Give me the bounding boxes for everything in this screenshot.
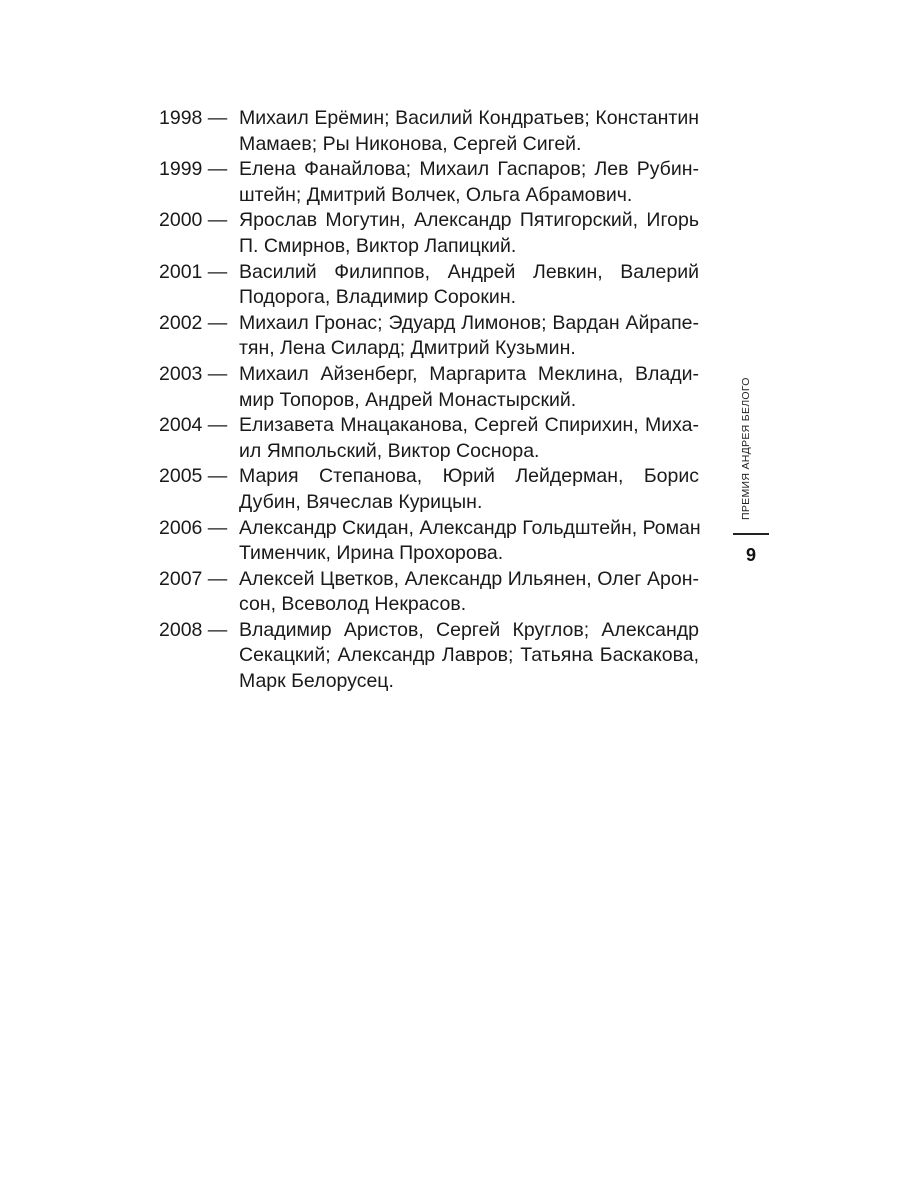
entry-line: Елизавета Мнацаканова, Сергей Спирихин, Миха- — [239, 414, 699, 437]
entry-line: Михаил Айзенберг, Маргарита Меклина, Влади- — [239, 362, 699, 385]
entry-line: Алексей Цветков, Александр Ильянен, Олег Арон- — [239, 567, 699, 590]
entry-text — [239, 464, 699, 515]
entry-line: Елена Фанайлова; Михаил Гаспаров; Лев Рубин- — [239, 158, 699, 181]
entry-line: Михаил Гронас; Эдуард Лимонов; Вардан Айрапе- — [239, 311, 699, 334]
entry-text — [239, 260, 699, 311]
entry-line: Подорога, Владимир Сорокин. — [239, 286, 516, 309]
entry-line: тян, Лена Силард; Дмитрий Кузьмин. — [239, 337, 576, 360]
entry-line: Владимир Аристов, Сергей Круглов; Александр — [239, 618, 699, 641]
year-label: 2008 — — [159, 618, 228, 641]
entry-text — [239, 413, 699, 464]
entry-line: сон, Всеволод Некрасов. — [239, 593, 467, 616]
entry-text — [239, 106, 699, 157]
laureates-list — [159, 106, 699, 695]
entry-text — [239, 516, 701, 567]
year-label: 2007 — — [159, 567, 228, 590]
year-label: 2000 — — [159, 209, 228, 232]
entry-line: Мария Степанова, Юрий Лейдерман, Борис — [239, 465, 699, 488]
entry-line: Александр Скидан, Александр Гольдштейн, Роман — [239, 516, 701, 539]
entry-text — [239, 208, 699, 259]
entry-line: Михаил Ерёмин; Василий Кондратьев; Константин — [239, 107, 699, 129]
entry-line: штейн; Дмитрий Волчек, Ольга Абрамович. — [239, 183, 633, 206]
entry-line: Тименчик, Ирина Прохорова. — [239, 542, 504, 565]
entry-2004 — [159, 413, 699, 464]
entry-1998 — [159, 106, 699, 157]
entry-2000 — [159, 208, 699, 259]
entry-line: Василий Филиппов, Андрей Левкин, Валерий — [239, 260, 699, 283]
entry-line: П. Смирнов, Виктор Лапицкий. — [239, 234, 517, 257]
entry-2003 — [159, 362, 699, 413]
year-label: 1999 — — [159, 158, 228, 181]
entry-line: мир Топоров, Андрей Монастырский. — [239, 388, 577, 411]
year-label: 2004 — — [159, 414, 228, 437]
entry-text — [239, 618, 699, 695]
entry-line: Ярослав Могутин, Александр Пятигорский, Игорь — [239, 209, 699, 232]
page-number: 9 — [745, 545, 756, 565]
entry-2002 — [159, 311, 699, 362]
entry-text — [239, 362, 699, 413]
entry-2001 — [159, 260, 699, 311]
entry-text — [239, 157, 699, 208]
year-label: 2002 — — [159, 311, 228, 334]
entry-line: ил Ямпольский, Виктор Соснора. — [239, 439, 540, 462]
entry-text — [239, 567, 699, 618]
year-label: 2005 — — [159, 465, 228, 488]
page-number-rule — [733, 533, 769, 535]
entry-2005 — [159, 464, 699, 515]
year-label: 1998 — — [159, 107, 228, 129]
entry-line: Мамаев; Ры Никонова, Сергей Сигей. — [239, 132, 582, 155]
entry-line: Дубин, Вячеслав Курицын. — [239, 490, 483, 513]
year-label: 2006 — — [159, 516, 228, 539]
entry-text — [239, 311, 699, 362]
entry-line: Марк Белорусец. — [239, 670, 394, 693]
entry-2008 — [159, 618, 699, 695]
running-head: ПРЕМИЯ АНДРЕЯ БЕЛОГО — [740, 377, 752, 520]
year-label: 2003 — — [159, 362, 228, 385]
year-label: 2001 — — [159, 260, 228, 283]
entry-line: Секацкий; Александр Лавров; Татьяна Баскакова, — [239, 644, 699, 667]
entry-2006 — [159, 516, 699, 567]
entry-2007 — [159, 567, 699, 618]
entry-1999 — [159, 157, 699, 208]
